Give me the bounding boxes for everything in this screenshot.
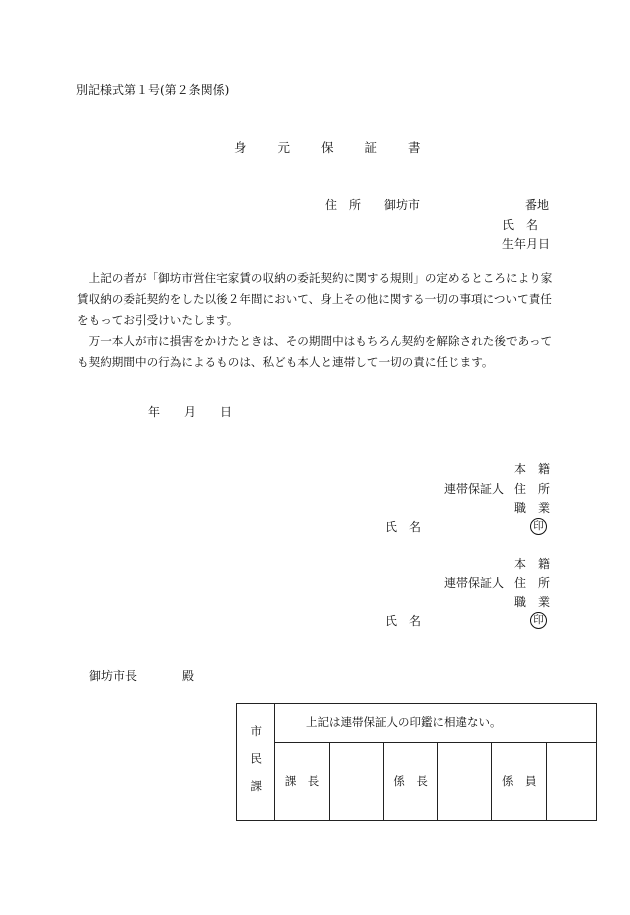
body-paragraph-2: 万一本人が市に損害をかけたときは、その期間中はもちろん契約を解除された後であっても契約期間中の行為によるものは、私ども本人と連帯して一切の責に任じます。 (77, 334, 553, 369)
address-city: 御坊市 (384, 198, 421, 212)
guarantor-1-address-label: 住 所 (514, 482, 551, 496)
guarantor-2-seal-mark: 印 (530, 612, 547, 629)
section-chief-label: 課 長 (275, 743, 330, 821)
guarantor-1-seal-mark: 印 (530, 518, 547, 535)
date-line: 年 月 日 (148, 405, 233, 419)
address-label: 住 所 (325, 198, 362, 212)
guarantor-2-name-label: 氏 名 (385, 614, 422, 628)
form-label: 別記様式第１号(第２条関係) (76, 83, 230, 97)
guarantor-2-honseki-label: 本 籍 (514, 557, 551, 571)
guarantor-2-role-label: 連帯保証人 (444, 576, 505, 590)
body-text (77, 268, 553, 373)
name-label: 氏 名 (502, 218, 539, 232)
guarantor-2-job-label: 職 業 (514, 595, 551, 609)
staff-seal-cell[interactable] (547, 743, 597, 821)
document-title: 身元保証書 (234, 140, 452, 155)
section-chief-seal-cell[interactable] (330, 743, 384, 821)
subsection-chief-seal-cell[interactable] (438, 743, 492, 821)
guarantor-2-address-label: 住 所 (514, 576, 551, 590)
address-suffix: 番地 (525, 198, 550, 212)
guarantor-1-name-label: 氏 名 (385, 520, 422, 534)
guarantor-1-job-label: 職 業 (514, 501, 551, 515)
addressee-honorific: 殿 (182, 669, 195, 683)
guarantor-1-honseki-label: 本 籍 (514, 462, 551, 476)
approval-stamp-box (236, 703, 597, 821)
birthdate-label: 生年月日 (502, 237, 551, 251)
addressee-title: 御坊市長 (89, 669, 138, 683)
staff-label: 係 員 (492, 743, 547, 821)
department-label: 市民課 (237, 704, 275, 821)
subsection-chief-label: 係 長 (384, 743, 438, 821)
guarantor-1-role-label: 連帯保証人 (444, 482, 505, 496)
body-paragraph-1: 上記の者が「御坊市営住宅家賃の収納の委託契約に関する規則」の定めるところにより家賃収納の委託契約をした以後２年間において、身上その他に関する一切の事項について責任をもってお引受けいたします。 (77, 271, 553, 327)
verification-statement: 上記は連帯保証人の印鑑に相違ない。 (275, 704, 597, 743)
